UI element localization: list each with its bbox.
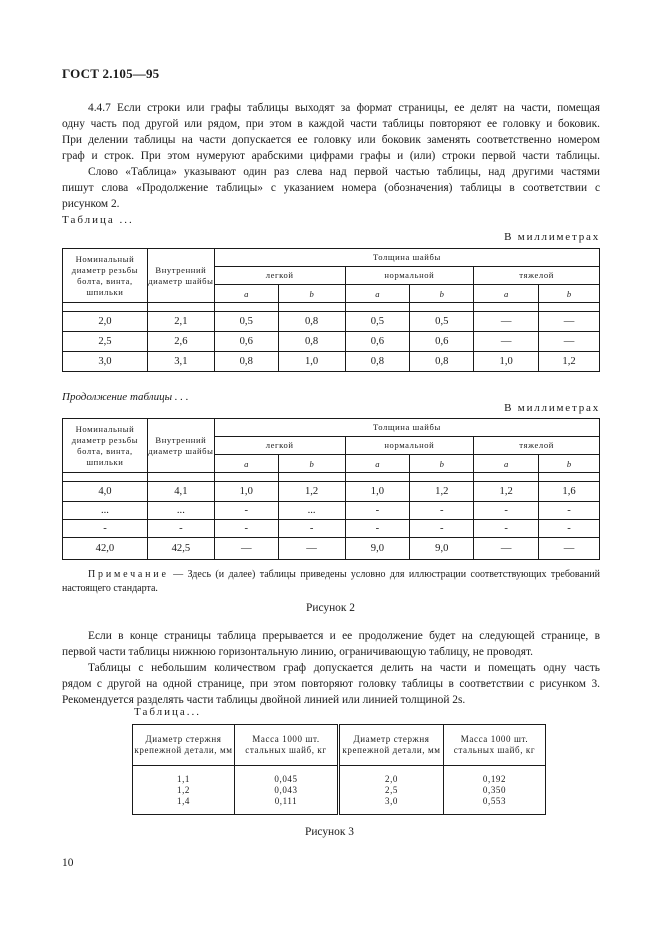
table-cell: ... bbox=[63, 502, 148, 520]
table3-header-mass: Масса 1000 шт. стальных шайб, кг bbox=[235, 725, 339, 766]
table2-subcol: b bbox=[278, 455, 345, 473]
note-text: — Здесь (и далее) таблицы приведены условно для иллюстрации соответствующих требований настоящего стандарта. bbox=[62, 569, 600, 594]
table-row bbox=[63, 502, 600, 520]
table-cell bbox=[133, 766, 235, 815]
text-line: Таблицы с небольшим количеством граф допускается делить на части и помещать одну часть bbox=[88, 662, 600, 674]
table2-subcol: b bbox=[410, 455, 474, 473]
cell-value: 0,553 bbox=[482, 795, 507, 806]
table3-header-diameter: Диаметр стержня крепежной детали, мм bbox=[133, 725, 235, 766]
paragraph-page-break bbox=[62, 628, 600, 660]
cell-value: 3,0 bbox=[384, 795, 399, 806]
table-cell: 4,1 bbox=[147, 482, 214, 502]
table1-header-light: легкой bbox=[214, 267, 345, 285]
note-label: Примечание bbox=[88, 569, 169, 580]
table-cell: - bbox=[63, 520, 148, 538]
table2-header-thickness: Толщина шайбы bbox=[214, 419, 599, 437]
table-cell: — bbox=[278, 538, 345, 560]
table-cell bbox=[339, 766, 444, 815]
text-line: пишут слова «Продолжение таблицы» с указанием номера (обозначения) таблицы в соответствии с bbox=[62, 182, 600, 194]
table1-header-heavy: тяжелой bbox=[474, 267, 600, 285]
table-cell: 1,0 bbox=[214, 482, 278, 502]
table-cell: 3,0 bbox=[63, 352, 148, 372]
table-cell: 42,5 bbox=[147, 538, 214, 560]
text-line: рисунком 2. bbox=[62, 198, 120, 210]
table2-header-heavy: тяжелой bbox=[474, 437, 600, 455]
table-cell: 9,0 bbox=[345, 538, 410, 560]
cell-value: 0,350 bbox=[482, 784, 507, 795]
text-line: первой части таблицы нижнюю горизонтальную линию, ограничивающую таблицу, не проводят. bbox=[62, 646, 533, 658]
table-cell: 0,8 bbox=[345, 352, 410, 372]
table-cell: - bbox=[410, 502, 474, 520]
table-cell: 0,8 bbox=[278, 332, 345, 352]
table3-header-mass: Масса 1000 шт. стальных шайб, кг bbox=[444, 725, 546, 766]
table-row bbox=[63, 312, 600, 332]
table-cell: 1,0 bbox=[474, 352, 539, 372]
table-row bbox=[63, 520, 600, 538]
table2-header-normal: нормальной bbox=[345, 437, 474, 455]
table2-subcol: a bbox=[345, 455, 410, 473]
table2-header-nominal-diameter: Номинальный диаметр резьбы болта, винта, шпильки bbox=[63, 419, 148, 473]
text-line: Рекомендуется разделять части таблицы двойной линией или линией толщиной 2s. bbox=[62, 694, 466, 706]
table-cell: - bbox=[410, 520, 474, 538]
text-line: Слово «Таблица» указывают один раз слева над первой частью таблицы, над другими частями bbox=[88, 166, 600, 178]
table2-header-light: легкой bbox=[214, 437, 345, 455]
table-cell: - bbox=[147, 520, 214, 538]
table-cell: 4,0 bbox=[63, 482, 148, 502]
text-line: рядом с другой на одной странице, при этом повторяют головку таблицы в соответствии с рисунком 3. bbox=[62, 678, 600, 690]
table-cell: - bbox=[345, 502, 410, 520]
cell-value: 1,1 bbox=[176, 773, 191, 784]
table-row bbox=[63, 332, 600, 352]
table-cell bbox=[235, 766, 339, 815]
page-number: 10 bbox=[62, 857, 74, 869]
table-row-last bbox=[63, 538, 600, 560]
table-cell: - bbox=[474, 502, 539, 520]
text-line: граф и строк. При этом нумеруют арабскими цифрами графы и (или) строки первой части таблицы. bbox=[62, 150, 600, 162]
cell-value: 1,2 bbox=[176, 784, 191, 795]
table3-caption: Таблица... bbox=[134, 706, 202, 718]
table-row bbox=[63, 352, 600, 372]
table1-subcol: b bbox=[278, 285, 345, 303]
standard-header: ГОСТ 2.105—95 bbox=[62, 66, 160, 81]
note bbox=[62, 568, 600, 596]
table1-caption: Таблица ... bbox=[62, 214, 134, 226]
table1 bbox=[62, 248, 600, 372]
table2-header-inner-diameter: Внутренний диаметр шайбы bbox=[147, 419, 214, 473]
table-cell: 0,5 bbox=[410, 312, 474, 332]
table2-caption: Продолжение таблицы . . . bbox=[62, 391, 189, 403]
table1-subcol: b bbox=[410, 285, 474, 303]
table-cell: 1,0 bbox=[278, 352, 345, 372]
table-cell: — bbox=[474, 538, 539, 560]
text-line: Если в конце страницы таблица прерывается и ее продолжение будет на следующей странице, в bbox=[88, 630, 600, 642]
cell-value: 0,192 bbox=[482, 773, 507, 784]
table-cell: — bbox=[474, 332, 539, 352]
table3-header-diameter: Диаметр стержня крепежной детали, мм bbox=[339, 725, 444, 766]
table-cell: 1,2 bbox=[539, 352, 600, 372]
cell-value: 2,5 bbox=[384, 784, 399, 795]
table-cell: 0,8 bbox=[214, 352, 278, 372]
table1-header-thickness: Толщина шайбы bbox=[214, 249, 599, 267]
text-line: 4.4.7 Если строки или графы таблицы выходят за формат страницы, ее делят на части, помещая bbox=[88, 102, 600, 114]
figure-3-caption: Рисунок 3 bbox=[305, 826, 354, 838]
table-cell: - bbox=[278, 520, 345, 538]
table1-units: В миллиметрах bbox=[504, 231, 600, 243]
cell-value: 2,0 bbox=[384, 773, 399, 784]
table-cell: — bbox=[474, 312, 539, 332]
paragraph-split-parts bbox=[62, 660, 600, 708]
table-cell: 3,1 bbox=[147, 352, 214, 372]
table-cell: 1,2 bbox=[474, 482, 539, 502]
table1-subcol: b bbox=[539, 285, 600, 303]
table-cell: 1,2 bbox=[410, 482, 474, 502]
table-cell: 1,0 bbox=[345, 482, 410, 502]
table-cell: 2,6 bbox=[147, 332, 214, 352]
paragraph-4-4-7 bbox=[62, 100, 600, 164]
table2-subcol: a bbox=[474, 455, 539, 473]
table-cell: 9,0 bbox=[410, 538, 474, 560]
table-cell: - bbox=[474, 520, 539, 538]
table-cell: - bbox=[539, 502, 600, 520]
table-cell: 0,6 bbox=[345, 332, 410, 352]
cell-value: 1,4 bbox=[176, 795, 191, 806]
table1-header-normal: нормальной bbox=[345, 267, 474, 285]
text-line: одну часть под другой или рядом, при этом в каждой части таблицы повторяют ее головку и боковик. bbox=[62, 118, 600, 130]
table2-subcol: a bbox=[214, 455, 278, 473]
table-cell: 0,6 bbox=[214, 332, 278, 352]
table-cell: 0,5 bbox=[345, 312, 410, 332]
paragraph-table-word bbox=[62, 164, 600, 212]
table2-units: В миллиметрах bbox=[504, 402, 600, 414]
text-line: При делении таблицы на части допускается ее головку или боковик заменять соответственно номером bbox=[62, 134, 600, 146]
table1-header-inner-diameter: Внутренний диаметр шайбы bbox=[147, 249, 214, 303]
table3 bbox=[132, 724, 546, 815]
table-cell: — bbox=[539, 312, 600, 332]
table-cell: ... bbox=[278, 502, 345, 520]
table1-subcol: a bbox=[474, 285, 539, 303]
table1-header-nominal-diameter: Номинальный диаметр резьбы болта, винта, шпильки bbox=[63, 249, 148, 303]
figure-2-caption: Рисунок 2 bbox=[306, 602, 355, 614]
table-cell: - bbox=[539, 520, 600, 538]
cell-value: 0,111 bbox=[274, 795, 298, 806]
table-cell: 0,6 bbox=[410, 332, 474, 352]
table-cell: — bbox=[539, 538, 600, 560]
table-cell: 42,0 bbox=[63, 538, 148, 560]
table1-subcol: a bbox=[214, 285, 278, 303]
table-row bbox=[63, 482, 600, 502]
table-cell: 2,0 bbox=[63, 312, 148, 332]
table-row bbox=[133, 766, 546, 815]
table-cell: — bbox=[214, 538, 278, 560]
table-cell: - bbox=[214, 520, 278, 538]
table-cell: 0,8 bbox=[410, 352, 474, 372]
table-cell bbox=[444, 766, 546, 815]
table-cell: ... bbox=[147, 502, 214, 520]
table-cell: 1,6 bbox=[539, 482, 600, 502]
table-cell: 2,1 bbox=[147, 312, 214, 332]
table-cell: - bbox=[345, 520, 410, 538]
table-cell: 0,5 bbox=[214, 312, 278, 332]
table-cell: — bbox=[539, 332, 600, 352]
table-cell: 1,2 bbox=[278, 482, 345, 502]
table-cell: 2,5 bbox=[63, 332, 148, 352]
table-cell: 0,8 bbox=[278, 312, 345, 332]
table1-subcol: a bbox=[345, 285, 410, 303]
table2-subcol: b bbox=[539, 455, 600, 473]
cell-value: 0,043 bbox=[274, 784, 298, 795]
cell-value: 0,045 bbox=[274, 773, 298, 784]
table-cell: - bbox=[214, 502, 278, 520]
table2 bbox=[62, 418, 600, 560]
